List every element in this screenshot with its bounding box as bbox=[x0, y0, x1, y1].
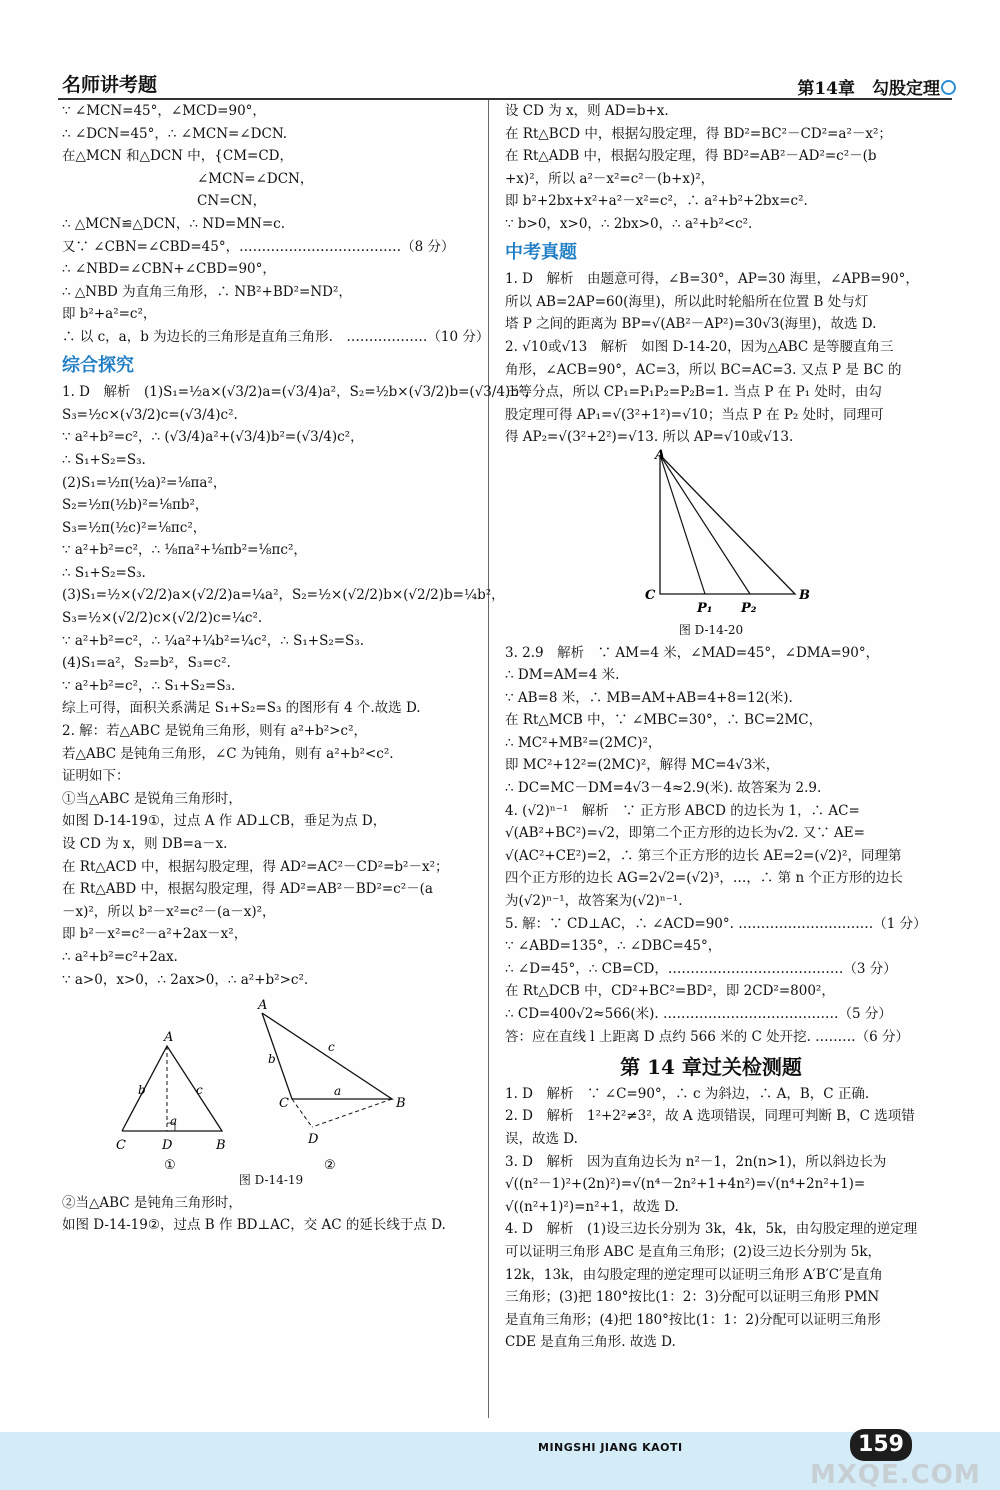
right-block-2 bbox=[505, 268, 917, 449]
text-line: 即 b²+a²=c²， bbox=[62, 306, 157, 323]
text-line: S₃=½c×(√3/2)c=(√3/4)c². bbox=[62, 406, 238, 423]
label-B: B bbox=[799, 587, 810, 603]
label-A2: A bbox=[258, 998, 268, 1014]
left-column bbox=[62, 100, 538, 1237]
label-A: A bbox=[655, 448, 666, 463]
text-line: (4)S₁=a²，S₂=b²，S₃=c². bbox=[62, 655, 231, 672]
text-line: CDE 是直角三角形. 故选 D. bbox=[505, 1334, 676, 1351]
text-line: ②当△ABC 是钝角三角形时， bbox=[62, 1194, 242, 1211]
text-line: 1. D 解析 ∵ ∠C=90°，∴ c 为斜边，∴ A，B，C 正确. bbox=[505, 1085, 870, 1102]
text-line: 综上可得，面积关系满足 S₁+S₂=S₃ 的图形有 4 个.故选 D. bbox=[62, 700, 421, 717]
text-line: 又∵ ∠CBN=∠CBD=45°，………………………………（8 分） bbox=[62, 238, 455, 255]
text-line: ∴ S₁+S₂=S₃. bbox=[62, 564, 146, 581]
text-line: 即 b²－x²=c²－a²+2ax－x²， bbox=[62, 926, 248, 943]
circle-icon bbox=[941, 80, 956, 95]
text-line: (2)S₁=½π(½a)²=⅛πa²， bbox=[62, 474, 227, 491]
text-line: ∴ MC²+MB²=(2MC)²， bbox=[505, 734, 662, 751]
text-line: 设 CD 为 x，则 AD=b+x. bbox=[505, 103, 669, 119]
label-c: c bbox=[196, 1083, 203, 1098]
text-line: 塔 P 之间的距离为 BP=√(AB²－AP²)=30√3(海里)，故选 D. bbox=[505, 316, 877, 333]
sub-caption-1: ① bbox=[164, 1158, 176, 1170]
text-line: 三角形；(3)把 180°按比(1：2：3)分配可以证明三角形 PMN bbox=[505, 1289, 880, 1306]
text-line: 12k，13k，由勾股定理的逆定理可以证明三角形 A′B′C′是直角 bbox=[505, 1266, 883, 1283]
right-block-3 bbox=[505, 642, 927, 1049]
text-line: 可以证明三角形 ABC 是直角三角形；(2)设三边长分别为 5k， bbox=[505, 1243, 882, 1260]
sub-caption-2: ② bbox=[324, 1158, 336, 1170]
label-P2: P₂ bbox=[741, 600, 757, 616]
text-line: 是直角三角形；(4)把 180°按比(1：1：2)分配可以证明三角形 bbox=[505, 1311, 881, 1328]
text-line: ∴ a²+b²=c²+2ax. bbox=[62, 948, 178, 965]
text-line: 2. 解：若△ABC 是锐角三角形，则有 a²+b²>c²， bbox=[62, 723, 367, 740]
text-line: S₂=½π(½b)²=⅛πb²， bbox=[62, 497, 209, 514]
text-line: ∴ ∠NBD=∠CBN+∠CBD=90°， bbox=[62, 261, 276, 278]
text-line: ∴ S₁+S₂=S₃. bbox=[62, 451, 146, 468]
text-line: ∴ ∠DCN=45°，∴ ∠MCN=∠DCN. bbox=[62, 125, 288, 142]
text-line: ∵ ∠MCN=45°，∠MCD=90°， bbox=[62, 103, 266, 119]
page-number: 159 bbox=[850, 1429, 912, 1461]
text-line: ∵ a²+b²=c²，∴ S₁+S₂=S₃. bbox=[62, 677, 236, 694]
text-line: (3)S₁=½×(√2/2)a×(√2/2)a=¼a²，S₂=½×(√2/2)b×(√2/2)b=¼b²， bbox=[62, 587, 505, 604]
text-line: 4. D 解析 (1)设三边长分别为 3k，4k，5k，由勾股定理的逆定理 bbox=[505, 1221, 918, 1238]
text-line: 为(√2)ⁿ⁻¹，故答案为(√2)ⁿ⁻¹. bbox=[505, 893, 683, 910]
text-line: 在 Rt△MCB 中，∵ ∠MBC=30°，∴ BC=2MC， bbox=[505, 712, 823, 729]
text-line: 三等分点，所以 CP₁=P₁P₂=P₂B=1. 当点 P 在 P₁ 处时，由勾 bbox=[505, 384, 882, 401]
text-line: 4. (√2)ⁿ⁻¹ 解析 ∵ 正方形 ABCD 的边长为 1，∴ AC= bbox=[505, 802, 860, 819]
figure-d-14-19 bbox=[62, 991, 462, 1169]
label-P1: P₁ bbox=[697, 600, 713, 616]
text-line: 在 Rt△ACD 中，根据勾股定理，得 AD²=AC²－CD²=b²－x²； bbox=[62, 858, 449, 875]
isosceles-right-triangle bbox=[660, 455, 795, 594]
text-line: ∵ AB=8 米，∴ MB=AM+AB=4+8=12(米). bbox=[505, 689, 793, 706]
text-line: ∴ 以 c，a，b 为边长的三角形是直角三角形. ………………（10 分） bbox=[62, 328, 490, 345]
text-line: ①当△ABC 是锐角三角形时， bbox=[62, 790, 242, 807]
text-line: ∵ a²+b²=c²，∴ ⅛πa²+⅛πb²=⅛πc²， bbox=[62, 542, 307, 559]
text-line: √(AC²+CE²)=2，∴ 第三个正方形的边长 AE=2=(√2)²，同理第 bbox=[505, 847, 902, 864]
text-line: ∵ b>0，x>0，∴ 2bx>0，∴ a²+b²<c². bbox=[505, 215, 753, 232]
text-line: 即 MC²+12²=(2MC)²，解得 MC=4√3米， bbox=[505, 757, 780, 774]
right-block-1 bbox=[505, 100, 917, 236]
text-line: 在 Rt△ADB 中，根据勾股定理，得 BD²=AB²－AD²=c²－(b bbox=[505, 148, 877, 165]
text-line: 若△ABC 是钝角三角形，∠C 为钝角，则有 a²+b²<c². bbox=[62, 745, 394, 762]
text-line: ∴ DC=MC－DM=4√3－4≈2.9(米). 故答案为 2.9. bbox=[505, 780, 822, 797]
text-line: 角形，∠ACB=90°，AC=3，所以 BC=AC=3. 又点 P 是 BC 的 bbox=[505, 361, 902, 378]
text-line: 在△MCN 和△DCN 中，{CM=CD， bbox=[62, 148, 293, 165]
watermark: MXQE.COM bbox=[810, 1460, 981, 1490]
label-A: A bbox=[164, 1030, 174, 1046]
text-line: √((n²－1)²+(2n)²)=√(n⁴－2n²+1+4n²)=√(n⁴+2n²+1)= bbox=[505, 1176, 866, 1193]
label-C: C bbox=[116, 1138, 126, 1154]
text-line: ∵ a²+b²=c²，∴ (√3/4)a²+(√3/4)b²=(√3/4)c²， bbox=[62, 429, 364, 446]
text-line: 1. D 解析 由题意可得，∠B=30°，AP=30 海里，∠APB=90°， bbox=[505, 271, 919, 288]
text-line: 答：应在直线 l 上距离 D 点约 566 米的 C 处开挖. ………（6 分） bbox=[505, 1028, 910, 1045]
text-line: 所以 AB=2AP=60(海里)，所以此时轮船所在位置 B 处与灯 bbox=[505, 293, 869, 310]
text-line: 如图 D-14-19②，过点 B 作 BD⊥AC，交 AC 的延长线于点 D. bbox=[62, 1217, 446, 1234]
text-line: 得 AP₂=√(3²+2²)=√13. 所以 AP=√10或√13. bbox=[505, 429, 794, 446]
label-b2: b bbox=[268, 1052, 276, 1067]
left-block-3 bbox=[62, 1192, 480, 1237]
text-line: 股定理可得 AP₁=√(3²+1²)=√10；当点 P 在 P₂ 处时，同理可 bbox=[505, 406, 884, 423]
text-line: 设 CD 为 x，则 DB=a－x. bbox=[62, 836, 228, 852]
label-D2: D bbox=[308, 1132, 319, 1148]
right-column bbox=[505, 100, 927, 1354]
figure-caption-19: 图 D-14-19 bbox=[238, 1173, 304, 1188]
label-C: C bbox=[645, 587, 656, 603]
text-line: √(AB²+BC²)=√2，即第二个正方形的边长为√2. 又∵ AE= bbox=[505, 825, 865, 842]
figure-d-14-20 bbox=[505, 449, 917, 619]
text-line: 5. 解：∵ CD⊥AC，∴ ∠ACD=90°. …………………………（1 分） bbox=[505, 915, 927, 932]
text-line: 四个正方形的边长 AG=2√2=(√2)³，…，∴ 第 n 个正方形的边长 bbox=[505, 870, 903, 887]
text-line: 在 Rt△BCD 中，根据勾股定理，得 BD²=BC²－CD²=a²－x²； bbox=[505, 125, 892, 142]
left-block-1 bbox=[62, 100, 490, 349]
text-line: 3. D 解析 因为直角边长为 n²－1，2n(n>1)，所以斜边长为 bbox=[505, 1153, 887, 1170]
text-line: +x)²，所以 a²－x²=c²－(b+x)²， bbox=[505, 170, 715, 187]
text-line: √((n²+1)²)=n²+1，故选 D. bbox=[505, 1198, 679, 1215]
text-line: ∠MCN=∠DCN， bbox=[62, 170, 314, 187]
text-line: ∵ a²+b²=c²，∴ ¼a²+¼b²=¼c²，∴ S₁+S₂=S₃. bbox=[62, 632, 365, 649]
label-a: a bbox=[170, 1114, 178, 1129]
text-line: 2. √10或√13 解析 如图 D-14-20，因为△ABC 是等腰直角三 bbox=[505, 338, 894, 355]
book-title: 名师讲考题 bbox=[62, 74, 158, 96]
text-line: ∵ ∠ABD=135°，∴ ∠DBC=45°， bbox=[505, 938, 722, 955]
right-block-4 bbox=[505, 1083, 917, 1354]
text-line: S₃=½π(½c)²=⅛πc²， bbox=[62, 519, 207, 536]
text-line: 在 Rt△ABD 中，根据勾股定理，得 AD²=AB²－BD²=c²－(a bbox=[62, 881, 433, 898]
label-a2: a bbox=[334, 1084, 342, 1099]
text-line: ∴ ∠D=45°，∴ CB=CD，…………………………………（3 分） bbox=[505, 960, 897, 977]
text-line: －x)²，所以 b²－x²=c²－(a－x)²， bbox=[62, 903, 276, 920]
chapter-test-title: 第 14 章过关检测题 bbox=[620, 1055, 802, 1080]
figure-caption-20: 图 D-14-20 bbox=[678, 622, 744, 637]
label-b: b bbox=[138, 1083, 146, 1098]
text-line: 2. D 解析 1²+2²≠3²，故 A 选项错误，同理可判断 B，C 选项错 bbox=[505, 1108, 915, 1125]
section-heading-zonghe: 综合探究 bbox=[62, 354, 134, 376]
text-line: 1. D 解析 (1)S₁=½a×(√3/2)a=(√3/4)a²，S₂=½b×(√3/2)b=(√3/4)b²， bbox=[62, 384, 538, 401]
footer-brand: MINGSHI JIANG KAOTI bbox=[538, 1441, 683, 1454]
text-line: ∴ DM=AM=4 米. bbox=[505, 667, 620, 684]
text-line: 在 Rt△DCB 中，CD²+BC²=BD²，即 2CD²=800²， bbox=[505, 983, 835, 1000]
label-D: D bbox=[162, 1138, 173, 1154]
text-line: ∴ CD=400√2≈566(米). …………………………………（5 分） bbox=[505, 1006, 892, 1022]
label-B: B bbox=[216, 1138, 226, 1154]
text-line: ∵ a>0，x>0，∴ 2ax>0，∴ a²+b²>c². bbox=[62, 971, 309, 988]
label-B2: B bbox=[396, 1096, 406, 1112]
text-line: 即 b²+2bx+x²+a²－x²=c²，∴ a²+b²+2bx=c². bbox=[505, 193, 808, 210]
text-line: S₃=½×(√2/2)c×(√2/2)c=¼c². bbox=[62, 610, 263, 627]
text-line: 3. 2.9 解析 ∵ AM=4 米，∠MAD=45°，∠DMA=90°， bbox=[505, 644, 880, 661]
label-C2: C bbox=[279, 1096, 289, 1112]
section-heading-zhongkao: 中考真题 bbox=[505, 241, 577, 263]
left-block-2 bbox=[62, 381, 538, 991]
text-line: 如图 D-14-19①，过点 A 作 AD⊥CB，垂足为点 D， bbox=[62, 813, 387, 830]
text-line: 证明如下： bbox=[62, 768, 130, 785]
text-line: 误，故选 D. bbox=[505, 1130, 578, 1147]
column-divider bbox=[488, 100, 489, 1418]
chapter-title: 第14章 勾股定理 bbox=[797, 79, 940, 99]
text-line: CN=CN， bbox=[62, 193, 267, 210]
label-c2: c bbox=[328, 1040, 335, 1055]
text-line: ∴ △MCN≌△DCN，∴ ND=MN=c. bbox=[62, 215, 286, 232]
text-line: ∴ △NBD 为直角三角形，∴ NB²+BD²=ND²， bbox=[62, 283, 352, 300]
